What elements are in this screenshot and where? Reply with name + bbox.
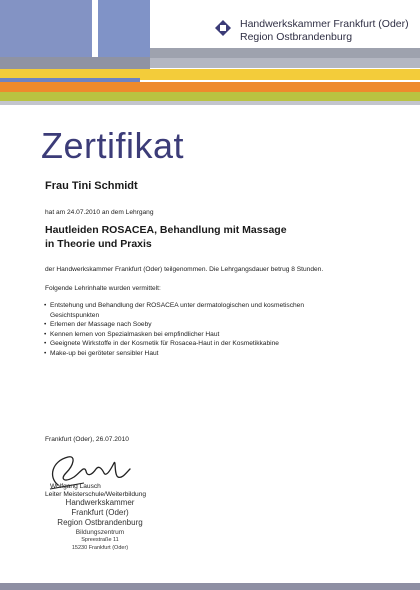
stamp-line2: Frankfurt (Oder) (71, 508, 129, 517)
date-line: hat am 24.07.2010 an dem Lehrgang (45, 209, 154, 216)
list-item-continuation: Gesichtspunkten (50, 311, 100, 319)
list-item: • Erlernen der Massage nach Soeby (44, 321, 152, 329)
course-title-line2: in Theorie und Praxis (45, 238, 152, 250)
place-date: Frankfurt (Oder), 26.07.2010 (45, 436, 129, 443)
band-grey-mid (150, 58, 420, 68)
bullet-icon: • (44, 349, 47, 357)
certificate-title: Zertifikat (41, 125, 185, 166)
band-grey-left (0, 57, 150, 69)
stamp-line4: Bildungszentrum (75, 529, 125, 536)
org-name-line1: Handwerkskammer Frankfurt (Oder) (240, 18, 409, 30)
band-blue-block-right (98, 0, 150, 57)
bullet-icon: • (44, 330, 47, 338)
bottom-bar (0, 583, 420, 590)
official-stamp (45, 498, 155, 552)
list-item: • Geeignete Wirkstoffe in der Kosmetik für Rosacea-Haut in der Kosmetikkabine (44, 340, 279, 348)
bullet-icon: • (44, 321, 47, 329)
stamp-line6: 15230 Frankfurt (Oder) (71, 544, 129, 551)
participation-text: der Handwerkskammer Frankfurt (Oder) teilgenommen. Die Lehrgangsdauer betrug 8 Stunden. (45, 266, 324, 273)
list-item: • Kennen lernen von Spezialmasken bei empfindlicher Haut (44, 330, 220, 338)
org-name-line2: Region Ostbrandenburg (240, 31, 353, 43)
list-item: • Entstehung und Behandlung der ROSACEA unter dermatologischen und kosmetischen (44, 302, 305, 309)
band-green (0, 92, 420, 101)
band-grey-top (150, 48, 420, 58)
signer-name: Wolfgang Lausch (50, 483, 101, 490)
course-title (45, 223, 287, 251)
contents-intro: Folgende Lehrinhalte wurden vermittelt: (45, 285, 161, 292)
band-orange (0, 82, 420, 92)
course-title-line1: Hautleiden ROSACEA, Behandlung mit Massage (45, 224, 287, 236)
signer-role: Leiter Meisterschule/Weiterbildung (45, 491, 147, 498)
bullet-icon: • (44, 302, 47, 309)
bullet-icon: • (44, 340, 47, 348)
stamp-line3: Region Ostbrandenburg (57, 518, 143, 527)
band-blue-block-left (0, 0, 92, 57)
decorative-color-bands (0, 0, 420, 110)
list-item: • Make-up bei geröteter sensibler Haut (44, 349, 159, 357)
recipient-name: Frau Tini Schmidt (45, 180, 138, 192)
stamp-line5: Spreestraße 11 (81, 537, 119, 543)
stamp-line1: Handwerkskammer (65, 498, 135, 507)
contents-list (44, 301, 304, 359)
band-grey-bottom (0, 101, 420, 105)
